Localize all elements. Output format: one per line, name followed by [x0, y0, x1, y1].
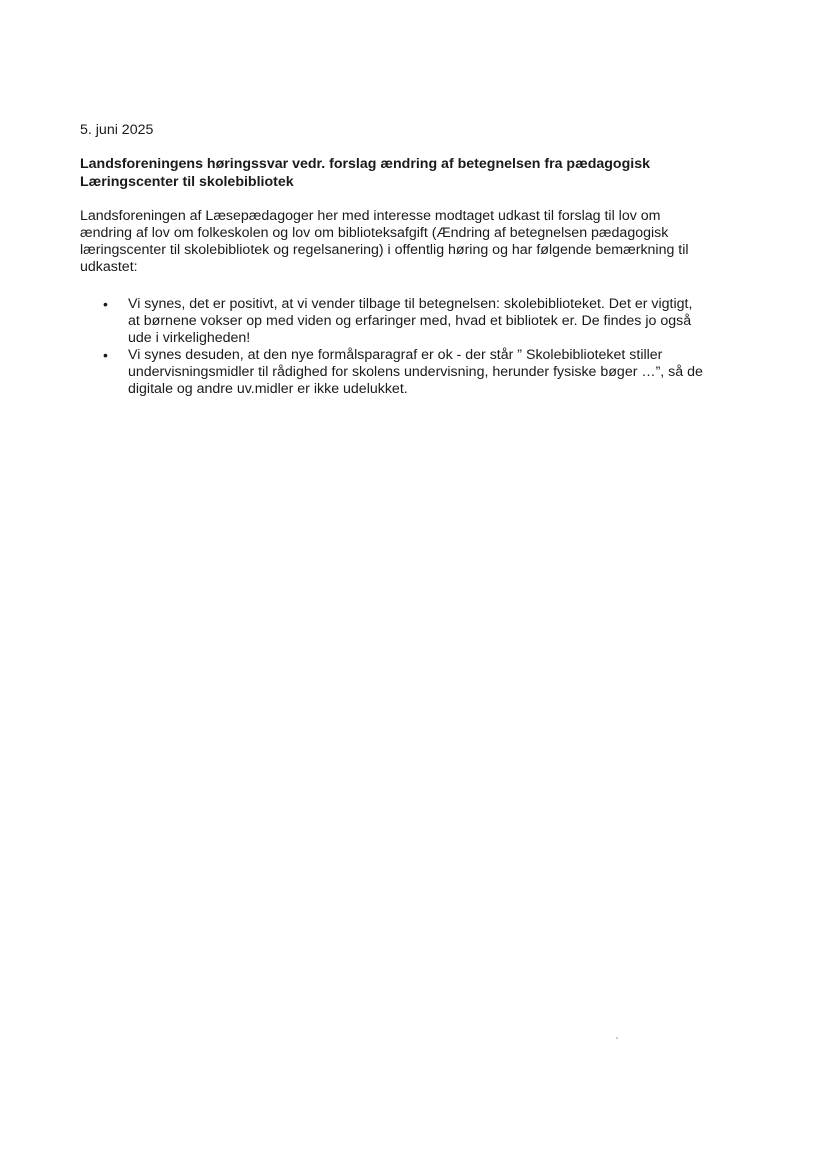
document-date: 5. juni 2025	[80, 122, 154, 138]
scan-speck	[616, 1037, 618, 1039]
bullet-list	[80, 296, 770, 398]
intro-paragraph	[80, 208, 770, 276]
bullet-item-positive	[80, 296, 770, 347]
bullet-item-paragraph	[80, 347, 770, 398]
bullet-line: Vi synes, det er positivt, at vi vender tilbage til betegnelsen: skolebiblioteket. Det er vigtigt,	[128, 296, 693, 312]
bullet-dot-icon: •	[103, 296, 108, 312]
intro-line: læringscenter til skolebibliotek og regelsanering) i offentlig høring og har følgende bemærkning til	[80, 242, 689, 258]
bullet-line: Vi synes desuden, at den nye formålsparagraf er ok - der står ” Skolebiblioteket stiller	[128, 347, 663, 363]
bullet-line: digitale og andre uv.midler er ikke udelukket.	[128, 381, 408, 397]
bullet-line: undervisningsmidler til rådighed for skolens undervisning, herunder fysiske bøger …”, så de	[128, 364, 703, 380]
bullet-line: at børnene vokser op med viden og erfaringer med, hvad et bibliotek er. De findes jo også	[128, 313, 692, 329]
intro-line: ændring af lov om folkeskolen og lov om biblioteksafgift (Ændring af betegnelsen pædagogisk	[80, 225, 669, 241]
intro-line: udkastet:	[80, 259, 138, 275]
intro-line: Landsforeningen af Læsepædagoger her med interesse modtaget udkast til forslag til lov om	[80, 208, 661, 224]
title-line: Læringscenter til skolebibliotek	[80, 174, 294, 190]
title-line: Landsforeningens høringssvar vedr. forslag ændring af betegnelsen fra pædagogisk	[80, 156, 650, 172]
bullet-dot-icon: •	[103, 347, 108, 363]
bullet-line: ude i virkeligheden!	[128, 330, 251, 346]
document-title	[80, 155, 760, 191]
